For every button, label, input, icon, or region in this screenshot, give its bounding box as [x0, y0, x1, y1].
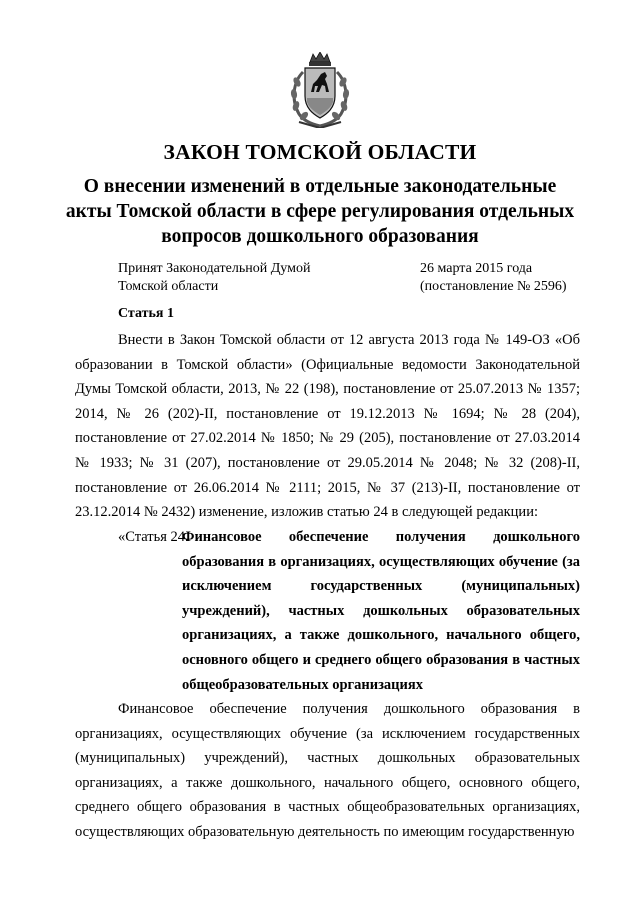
law-subtitle: О внесении изменений в отдельные законодательные акты Томской области в сфере регулирования отдельных вопросов дошкольного образования: [65, 176, 575, 247]
adoption-resolution-line: (постановление № 2596): [420, 279, 567, 294]
adoption-date: [420, 260, 567, 296]
article-24-prefix: «Статья 24.: [118, 529, 189, 545]
law-title: ЗАКОН ТОМСКОЙ ОБЛАСТИ: [163, 140, 477, 164]
tomsk-coat-of-arms-icon: [289, 52, 351, 128]
adoption-body-line2: Томской области: [118, 279, 219, 294]
article-24-title: Финансовое обеспечение получения дошкольного образования в организациях, осуществляющих обучение (за исключением государственных (муниципальных) учреждений), частных дошкольных образовательных организациях, а также дошкольного, начального общего, основного общего и среднего общего образования в частных общеобразовательных организациях: [182, 529, 580, 693]
adoption-body: [118, 260, 310, 296]
adoption-body-line1: Принят Законодательной Думой: [118, 261, 311, 276]
article-1-intro-paragraph: Внести в Закон Томской области от 12 августа 2013 года № 149-ОЗ «Об образовании в Томской области» (Официальные ведомости Законодательной Думы Томской области, 2013, № 22 (198), постановление от 25.07.2013 № 1357; 2014, № 26 (202)-II, постановление от 19.12.2013 № 1694; № 28 (204), постановление от 27.02.2014 № 1850; № 29 (205), постановление от 27.03.2014 № 1933; № 31 (207), постановление от 29.05.2014 № 2048; № 32 (208)-II, постановление от 26.06.2014 № 2111; 2015, № 37 (213)-II, постановление от 23.12.2014 № 2432) изменение, изложив статью 24 в следующей редакции:: [75, 332, 580, 521]
adoption-date-line1: 26 марта 2015 года: [420, 261, 533, 276]
article-24-body-paragraph: Финансовое обеспечение получения дошкольного образования в организациях, осуществляющих обучение (за исключением государственных (муниципальных) учреждений), частных дошкольных образовательных организациях, а также дошкольного, начального общего, основного общего, среднего общего образования в частных общеобразовательных организациях, осуществляющих образовательную деятельность по имеющим государственную: [75, 701, 580, 840]
article-1-heading: Статья 1: [118, 306, 174, 321]
